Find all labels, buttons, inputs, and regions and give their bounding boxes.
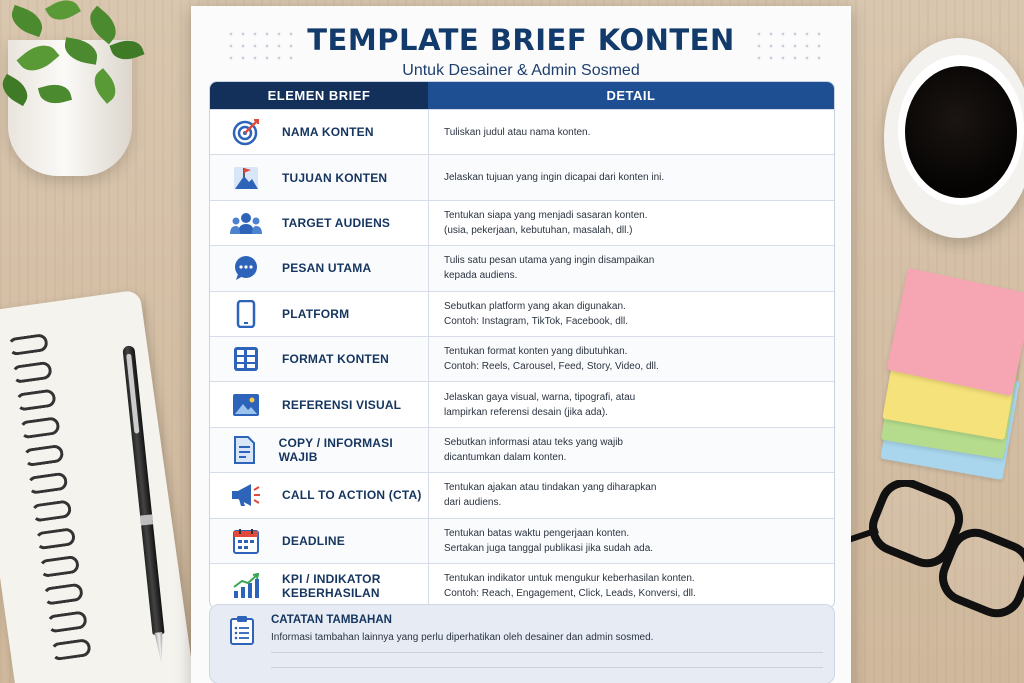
grid-icon	[210, 346, 282, 372]
table-row	[210, 381, 834, 426]
row-detail: Sebutkan platform yang akan digunakan.	[444, 300, 626, 312]
row-detail: Jelaskan gaya visual, warna, tipografi, atau	[444, 391, 636, 403]
row-label: REFERENSI VISUAL	[282, 397, 402, 412]
row-detail: Contoh: Reels, Carousel, Feed, Story, Video, dll.	[444, 361, 659, 373]
clipboard-icon	[230, 615, 254, 650]
row-detail: (usia, pekerjaan, kebutuhan, masalah, dll.)	[444, 224, 633, 236]
row-detail: Tentukan batas waktu pengerjaan konten.	[444, 527, 630, 539]
row-detail: Tentukan ajakan atau tindakan yang diharapkan	[444, 482, 657, 494]
row-label: KEBERHASILAN	[282, 586, 380, 601]
row-detail: Jelaskan tujuan yang ingin dicapai dari konten ini.	[444, 172, 665, 184]
target-icon	[210, 118, 282, 146]
page-title: TEMPLATE BRIEF KONTEN	[307, 23, 735, 57]
megaphone-icon	[210, 482, 282, 508]
row-detail: Sebutkan informasi atau teks yang wajib	[444, 436, 623, 448]
row-detail: Tuliskan judul atau nama konten.	[444, 126, 591, 138]
notes-text: Informasi tambahan lainnya yang perlu diperhatikan oleh desainer dan admin sosmed.	[271, 632, 654, 643]
row-label: NAMA KONTEN	[282, 125, 374, 140]
image-icon	[210, 393, 282, 417]
table-row	[210, 336, 834, 381]
table-row	[210, 427, 834, 472]
header-detail: DETAIL	[428, 82, 834, 109]
table-row	[210, 245, 834, 290]
page-subtitle: Untuk Desainer & Admin Sosmed	[402, 62, 640, 79]
row-label: TUJUAN KONTEN	[282, 170, 388, 185]
row-detail: Contoh: Instagram, TikTok, Facebook, dll.	[444, 315, 628, 327]
row-detail: Contoh: Reach, Engagement, Click, Leads, Konversi, dll.	[444, 588, 696, 600]
row-detail: lampirkan referensi desain (jika ada).	[444, 406, 608, 418]
plant-leaves	[0, 0, 150, 130]
table-row	[210, 200, 834, 245]
calendar-icon	[210, 528, 282, 554]
table-row	[210, 518, 834, 563]
row-label: PLATFORM	[282, 306, 350, 321]
chat-bubble-icon	[210, 254, 282, 282]
sticky-notes	[880, 270, 1024, 470]
row-detail: dicantumkan dalam konten.	[444, 451, 567, 463]
notes-title: CATATAN TAMBAHAN	[271, 614, 392, 626]
row-label: PESAN UTAMA	[282, 261, 372, 276]
brief-paper	[191, 6, 851, 683]
writing-line	[271, 667, 823, 668]
row-label: COPY / INFORMASI WAJIB	[278, 435, 393, 464]
additional-notes	[209, 604, 835, 683]
row-detail: Tentukan siapa yang menjadi sasaran konten.	[444, 209, 648, 221]
row-label: CALL TO ACTION (CTA)	[282, 488, 422, 503]
mountain-flag-icon	[210, 164, 282, 192]
row-detail: dari audiens.	[444, 497, 502, 509]
table-row	[210, 291, 834, 336]
smartphone-icon	[210, 300, 282, 328]
table-row	[210, 472, 834, 517]
table-row	[210, 154, 834, 199]
table-header	[210, 82, 834, 109]
brief-table	[209, 81, 835, 609]
row-detail: Sertakan juga tanggal publikasi jika sudah ada.	[444, 542, 654, 554]
growth-chart-icon	[210, 573, 282, 599]
header-element: ELEMEN BRIEF	[210, 82, 428, 109]
table-row	[210, 109, 834, 154]
row-label: FORMAT KONTEN	[282, 352, 390, 367]
writing-line	[271, 652, 823, 653]
table-row	[210, 563, 834, 608]
row-detail: Tulis satu pesan utama yang ingin disampaikan	[444, 255, 655, 267]
row-label: DEADLINE	[282, 533, 345, 548]
eyeglasses	[848, 480, 1024, 630]
coffee	[905, 66, 1017, 198]
row-detail: kepada audiens.	[444, 270, 518, 282]
row-detail: Tentukan indikator untuk mengukur keberhasilan konten.	[444, 573, 695, 585]
people-icon	[210, 210, 282, 236]
row-label: KPI / INDIKATOR	[282, 572, 381, 587]
row-detail: Tentukan format konten yang dibutuhkan.	[444, 346, 628, 358]
document-icon	[210, 436, 279, 464]
row-label: TARGET AUDIENS	[282, 215, 391, 230]
